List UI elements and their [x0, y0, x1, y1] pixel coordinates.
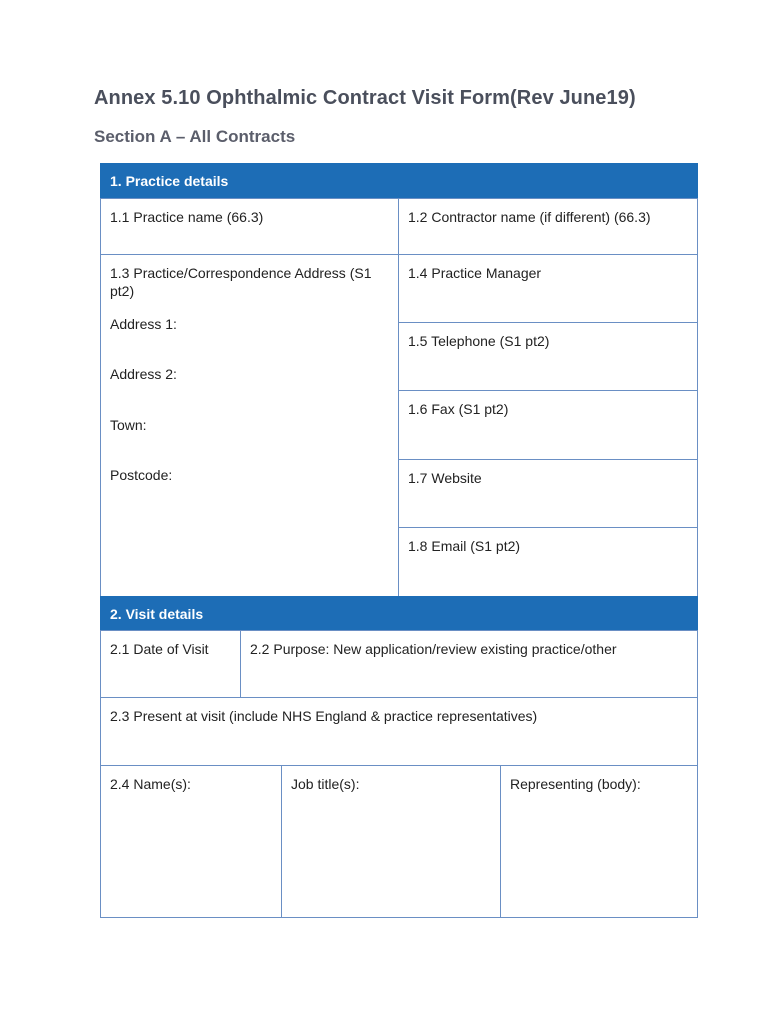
- website-field[interactable]: [398, 459, 698, 528]
- purpose-field[interactable]: [240, 630, 698, 698]
- representing-label: Representing (body):: [510, 776, 641, 792]
- visit-details-header-label: 2. Visit details: [110, 606, 204, 622]
- fax-label: 1.6 Fax (S1 pt2): [408, 401, 509, 417]
- job-titles-field[interactable]: [281, 765, 501, 918]
- website-label: 1.7 Website: [408, 470, 482, 486]
- present-at-visit-label: 2.3 Present at visit (include NHS England & practice representatives): [110, 708, 538, 724]
- practice-name-label: 1.1 Practice name (66.3): [110, 209, 264, 225]
- section-title: Section A – All Contracts: [94, 127, 296, 146]
- practice-manager-label: 1.4 Practice Manager: [408, 265, 542, 281]
- practice-name-field[interactable]: [100, 198, 399, 255]
- contractor-name-field[interactable]: [398, 198, 698, 255]
- practice-details-header-label: 1. Practice details: [110, 173, 229, 189]
- contractor-name-label: 1.2 Contractor name (if different) (66.3): [408, 209, 651, 225]
- visit-details-header: [100, 596, 698, 631]
- date-of-visit-label: 2.1 Date of Visit: [110, 641, 209, 657]
- job-titles-label: Job title(s):: [291, 776, 360, 792]
- telephone-label: 1.5 Telephone (S1 pt2): [408, 333, 550, 349]
- email-label: 1.8 Email (S1 pt2): [408, 538, 521, 554]
- address-field[interactable]: [100, 254, 399, 597]
- fax-field[interactable]: [398, 390, 698, 460]
- address1-label: Address 1:: [110, 316, 177, 332]
- names-field[interactable]: [100, 765, 282, 918]
- town-label: Town:: [110, 417, 147, 433]
- representing-field[interactable]: [500, 765, 698, 918]
- purpose-label: 2.2 Purpose: New application/review existing practice/other: [250, 641, 617, 657]
- telephone-field[interactable]: [398, 322, 698, 391]
- practice-manager-field[interactable]: [398, 254, 698, 323]
- email-field[interactable]: [398, 527, 698, 597]
- date-of-visit-field[interactable]: [100, 630, 241, 698]
- names-label: 2.4 Name(s):: [110, 776, 191, 792]
- postcode-label: Postcode:: [110, 467, 173, 483]
- document-title: Annex 5.10 Ophthalmic Contract Visit Form(Rev June19): [94, 87, 636, 109]
- address-label: 1.3 Practice/Correspondence Address (S1 pt2): [110, 265, 372, 299]
- present-at-visit-field[interactable]: [100, 697, 698, 766]
- practice-details-header: [100, 163, 698, 199]
- address2-label: Address 2:: [110, 366, 177, 382]
